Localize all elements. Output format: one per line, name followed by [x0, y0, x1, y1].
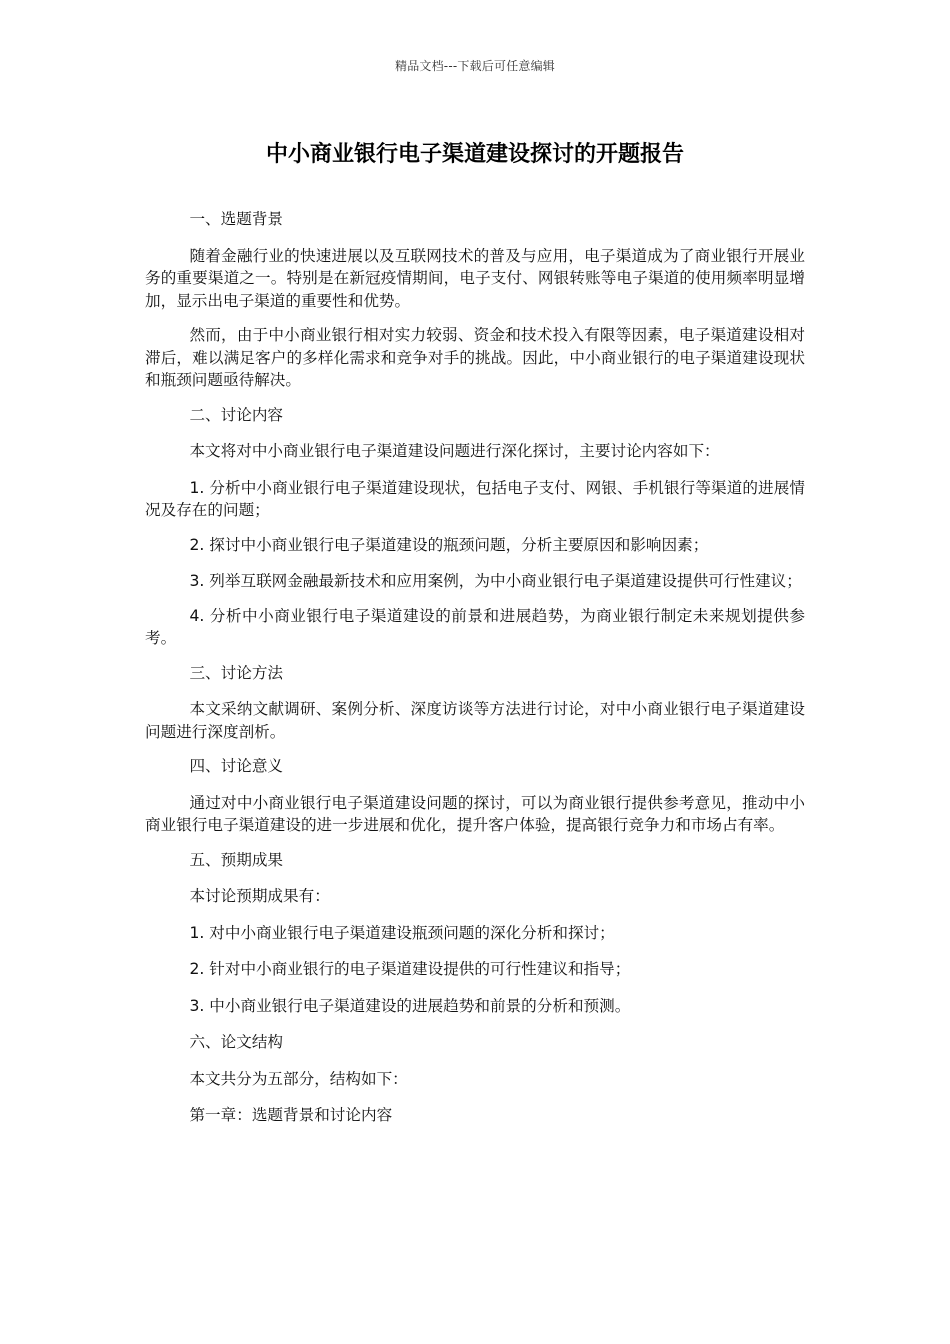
paragraph-content-intro: 本文将对中小商业银行电子渠道建设问题进行深化探讨，主要讨论内容如下： [189, 442, 720, 460]
section-heading-significance: 四、讨论意义 [189, 757, 284, 775]
list-item-content-3: 3. 列举互联网金融最新技术和应用案例，为中小商业银行电子渠道建设提供可行性建议； [189, 572, 802, 590]
paragraph-method: 本文采纳文献调研、案例分析、深度访谈等方法进行讨论，对中小商业银行电子渠道建设问题进行深度剖析。 [145, 700, 805, 741]
list-item-outcome-1: 1. 对中小商业银行电子渠道建设瓶颈问题的深化分析和探讨； [189, 923, 615, 942]
paragraph-significance: 通过对中小商业银行电子渠道建设问题的探讨，可以为商业银行提供参考意见，推动中小商业银行电子渠道建设的进一步进展和优化，提升客户体验，提高银行竞争力和市场占有率。 [145, 793, 805, 834]
list-item-chapter-1: 第一章：选题背景和讨论内容 [189, 1106, 393, 1124]
list-item-content-1: 1. 分析中小商业银行电子渠道建设现状，包括电子支付、网银、手机银行等渠道的进展情况及存在的问题； [145, 478, 805, 519]
section-heading-method: 三、讨论方法 [189, 663, 284, 682]
list-item-outcome-2: 2. 针对中小商业银行的电子渠道建设提供的可行性建议和指导； [189, 960, 631, 978]
document-body [145, 208, 805, 1141]
list-item-content-4: 4. 分析中小商业银行电子渠道建设的前景和进展趋势，为商业银行制定未来规划提供参考。 [145, 606, 805, 647]
paragraph-background-1: 随着金融行业的快速进展以及互联网技术的普及与应用，电子渠道成为了商业银行开展业务的重要渠道之一。特别是在新冠疫情期间，电子支付、网银转账等电子渠道的使用频率明显增加，显示出电子渠道的重要性和优势。 [145, 246, 805, 310]
section-heading-background: 一、选题背景 [189, 210, 284, 228]
section-heading-structure: 六、论文结构 [189, 1033, 284, 1051]
list-item-content-2: 2. 探讨中小商业银行电子渠道建设的瓶颈问题，分析主要原因和影响因素； [189, 535, 709, 554]
document-title: 中小商业银行电子渠道建设探讨的开题报告 [265, 142, 684, 167]
list-item-outcome-3: 3. 中小商业银行电子渠道建设的进展趋势和前景的分析和预测。 [189, 996, 631, 1015]
paragraph-structure-intro: 本文共分为五部分，结构如下： [189, 1069, 408, 1088]
page-header-note: 精品文档---下载后可任意编辑 [395, 59, 555, 73]
paragraph-background-2: 然而，由于中小商业银行相对实力较弱、资金和技术投入有限等因素，电子渠道建设相对滞后，难以满足客户的多样化需求和竞争对手的挑战。因此，中小商业银行的电子渠道建设现状和瓶颈问题亟待解决。 [145, 326, 805, 389]
section-heading-content: 二、讨论内容 [189, 405, 284, 424]
paragraph-outcomes-intro: 本讨论预期成果有： [189, 887, 330, 905]
section-heading-outcomes: 五、预期成果 [189, 850, 284, 869]
